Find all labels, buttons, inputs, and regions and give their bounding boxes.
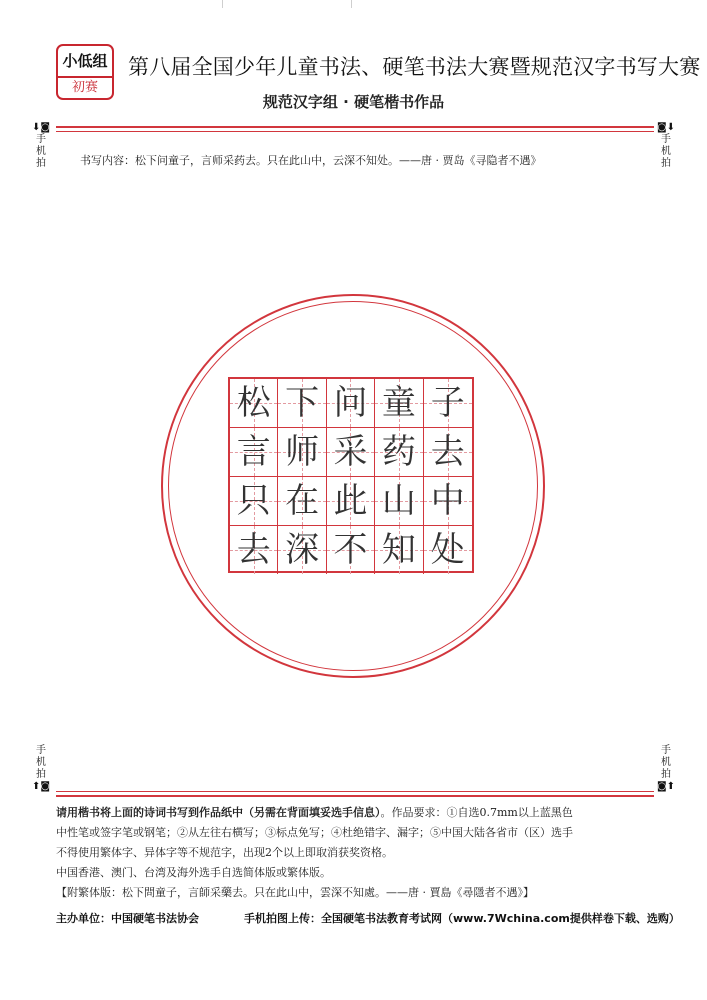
grid-cell: 不: [327, 526, 375, 574]
upload-camera-icon: ⬆◙: [31, 781, 51, 792]
page-title: 第八届全国少年儿童书法、硬笔书法大赛暨规范汉字书写大赛: [128, 55, 701, 79]
requirements-block: [56, 803, 656, 903]
top-red-rule-thin: [56, 131, 654, 132]
group-label: 小低组: [62, 52, 108, 70]
grid-cell: 童: [375, 379, 423, 428]
grid-cell: 深: [278, 526, 326, 574]
fold-mark-left: [222, 0, 223, 8]
footer: [56, 910, 680, 926]
grid-cell: 采: [327, 428, 375, 477]
camera-upload-icon: ◙⬆: [656, 781, 676, 792]
bottom-red-rule-thick: [56, 795, 654, 797]
grid-cell: 师: [278, 428, 326, 477]
phone-photo-marker-top-right: ◙⬇ 手 机 拍: [656, 122, 676, 169]
upload-info-text: 手机拍图上传：全国硬笔书法教育考试网（www.7Wchina.com提供样卷下载、选购）: [244, 912, 680, 925]
grid-cell: 山: [375, 477, 423, 526]
grid-cell: 言: [230, 428, 278, 477]
grid-cell: 处: [424, 526, 472, 574]
grid-cell: 松: [230, 379, 278, 428]
requirements-line-4: 中国香港、澳门、台湾及海外选手自选简体版或繁体版。: [56, 866, 331, 879]
traditional-version-line: 【附繁体版：松下問童子，言師采藥去。只在此山中，雲深不知處。——唐 · 賈島《尋隱者不遇》】: [56, 886, 534, 899]
phone-photo-marker-bottom-left: 手 机 拍 ⬆◙: [31, 745, 51, 792]
writing-content-line: 书写内容：松下问童子，言师采药去。只在此山中，云深不知处。——唐 · 贾岛《寻隐者不遇》: [80, 154, 542, 167]
phone-photo-marker-bottom-right: 手 机 拍 ◙⬆: [656, 745, 676, 792]
grid-cell: 去: [424, 428, 472, 477]
fold-mark-right: [351, 0, 352, 8]
requirements-line-3: 不得使用繁体字、异体字等不规范字，出现2个以上即取消获奖资格。: [56, 846, 393, 859]
organizer-text: 主办单位：中国硬笔书法协会: [56, 912, 199, 925]
round-label: 初赛: [58, 76, 112, 98]
grid-cell: 下: [278, 379, 326, 428]
grid-cell: 在: [278, 477, 326, 526]
top-red-rule-thick: [56, 126, 654, 128]
requirements-line-1: 请用楷书将上面的诗词书写到作品纸中（另需在背面填妥选手信息）。作品要求：①自选0.7mm以上蓝黑色: [56, 806, 573, 819]
page-subtitle: 规范汉字组 · 硬笔楷书作品: [262, 93, 445, 111]
writing-grid: [228, 377, 474, 573]
grid-cell: 知: [375, 526, 423, 574]
camera-download-icon: ◙⬇: [656, 122, 676, 133]
grid-cell: 问: [327, 379, 375, 428]
grid-cell: 药: [375, 428, 423, 477]
phone-photo-marker-top-left: ⬇◙ 手 机 拍: [31, 122, 51, 169]
grid-cell: 中: [424, 477, 472, 526]
bottom-red-rule-thin: [56, 791, 654, 792]
requirements-line-2: 中性笔或签字笔或钢笔；②从左往右横写；③标点免写；④杜绝错字、漏字；⑤中国大陆各省市（区）选手: [56, 826, 573, 839]
grid-cell: 去: [230, 526, 278, 574]
grid-cell: 子: [424, 379, 472, 428]
download-camera-icon: ⬇◙: [31, 122, 51, 133]
grid-cell: 此: [327, 477, 375, 526]
grid-cell: 只: [230, 477, 278, 526]
